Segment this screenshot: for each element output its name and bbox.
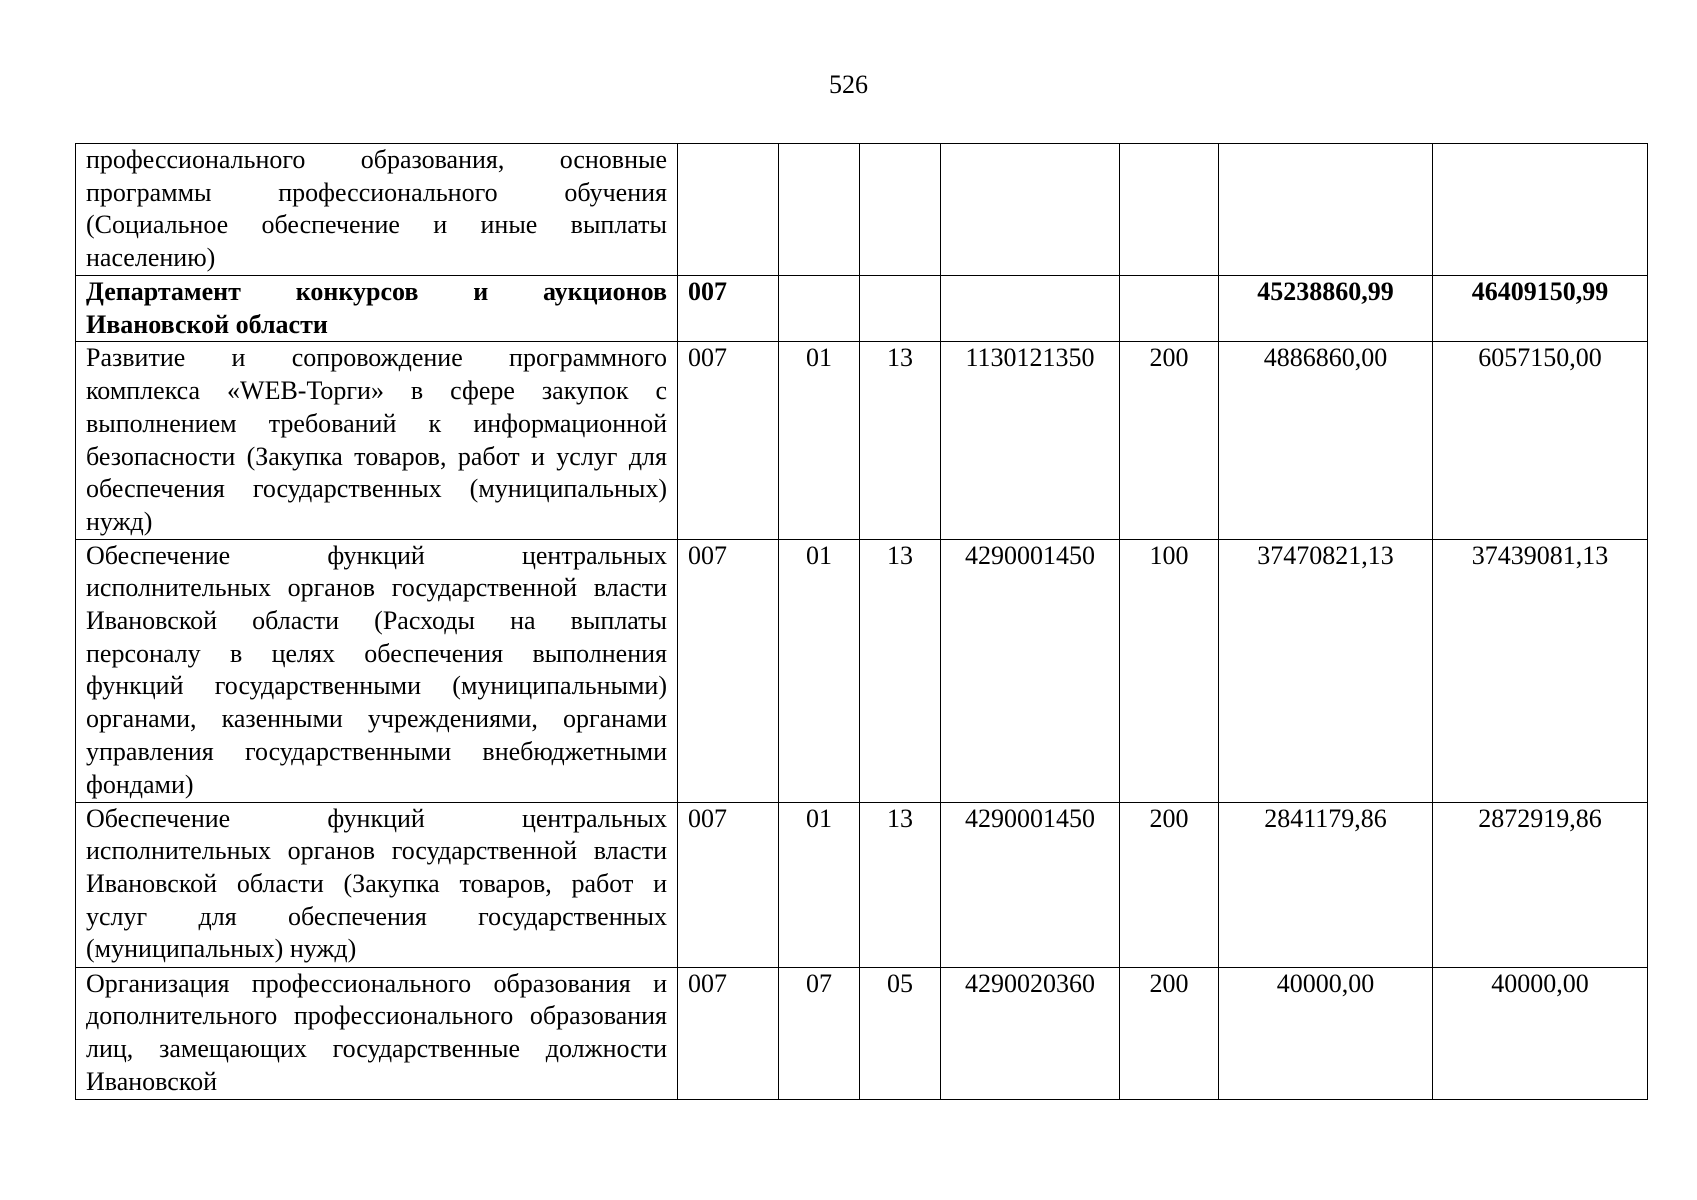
cell-glav: 007 [678, 967, 779, 1099]
cell-sum2: 2872919,86 [1433, 802, 1648, 967]
table-row [76, 967, 1648, 1099]
table-row [76, 276, 1648, 342]
cell-pr [860, 276, 941, 342]
table-row [76, 539, 1648, 802]
row-description: Обеспечение функций центральных исполнительных органов государственной власти Ивановской области (Закупка товаров, работ и услуг для обеспечения государственных (муниципальных) нужд) [76, 802, 678, 967]
cell-vr: 100 [1120, 539, 1219, 802]
cell-sum2: 40000,00 [1433, 967, 1648, 1099]
cell-vr: 200 [1120, 967, 1219, 1099]
cell-glav: 007 [678, 342, 779, 539]
cell-csr: 4290001450 [941, 802, 1120, 967]
cell-sum1: 4886860,00 [1219, 342, 1433, 539]
cell-sum1: 40000,00 [1219, 967, 1433, 1099]
row-description: профессионального образования, основные программы профессионального обучения (Социальное обеспечение и иные выплаты населению) [76, 144, 678, 276]
cell-pr: 13 [860, 342, 941, 539]
cell-sum2: 37439081,13 [1433, 539, 1648, 802]
cell-vr: 200 [1120, 802, 1219, 967]
cell-rz: 01 [779, 539, 860, 802]
cell-rz: 01 [779, 802, 860, 967]
cell-csr: 4290020360 [941, 967, 1120, 1099]
row-description: Департамент конкурсов и аукционов Ивановской области [76, 276, 678, 342]
cell-csr: 1130121350 [941, 342, 1120, 539]
cell-glav: 007 [678, 539, 779, 802]
cell-pr: 13 [860, 539, 941, 802]
cell-csr [941, 276, 1120, 342]
cell-sum1: 2841179,86 [1219, 802, 1433, 967]
cell-sum1 [1219, 144, 1433, 276]
cell-glav [678, 144, 779, 276]
cell-rz [779, 276, 860, 342]
cell-sum2 [1433, 144, 1648, 276]
cell-rz [779, 144, 860, 276]
cell-rz: 07 [779, 967, 860, 1099]
cell-vr: 200 [1120, 342, 1219, 539]
cell-pr: 05 [860, 967, 941, 1099]
cell-glav: 007 [678, 802, 779, 967]
cell-pr [860, 144, 941, 276]
budget-table [75, 143, 1648, 1100]
table-row [76, 342, 1648, 539]
cell-sum1: 37470821,13 [1219, 539, 1433, 802]
cell-vr [1120, 144, 1219, 276]
page-number: 526 [829, 70, 868, 99]
row-description: Организация профессионального образования и дополнительного профессионального образования лиц, замещающих государственные должности Ивановской [76, 967, 678, 1099]
row-description: Развитие и сопровождение программного комплекса «WEB-Торги» в сфере закупок с выполнением требований к информационной безопасности (Закупка товаров, работ и услуг для обеспечения государственных (муниципальных) нужд) [76, 342, 678, 539]
cell-sum2: 6057150,00 [1433, 342, 1648, 539]
cell-sum2: 46409150,99 [1433, 276, 1648, 342]
cell-pr: 13 [860, 802, 941, 967]
table-row [76, 802, 1648, 967]
cell-vr [1120, 276, 1219, 342]
cell-csr: 4290001450 [941, 539, 1120, 802]
row-description: Обеспечение функций центральных исполнительных органов государственной власти Ивановской области (Расходы на выплаты персоналу в целях обеспечения выполнения функций государственными (муниципальными) органами, казенными учреждениями, органами управления государственными внебюджетными фондами) [76, 539, 678, 802]
cell-glav: 007 [678, 276, 779, 342]
cell-sum1: 45238860,99 [1219, 276, 1433, 342]
cell-rz: 01 [779, 342, 860, 539]
table-row [76, 144, 1648, 276]
cell-csr [941, 144, 1120, 276]
